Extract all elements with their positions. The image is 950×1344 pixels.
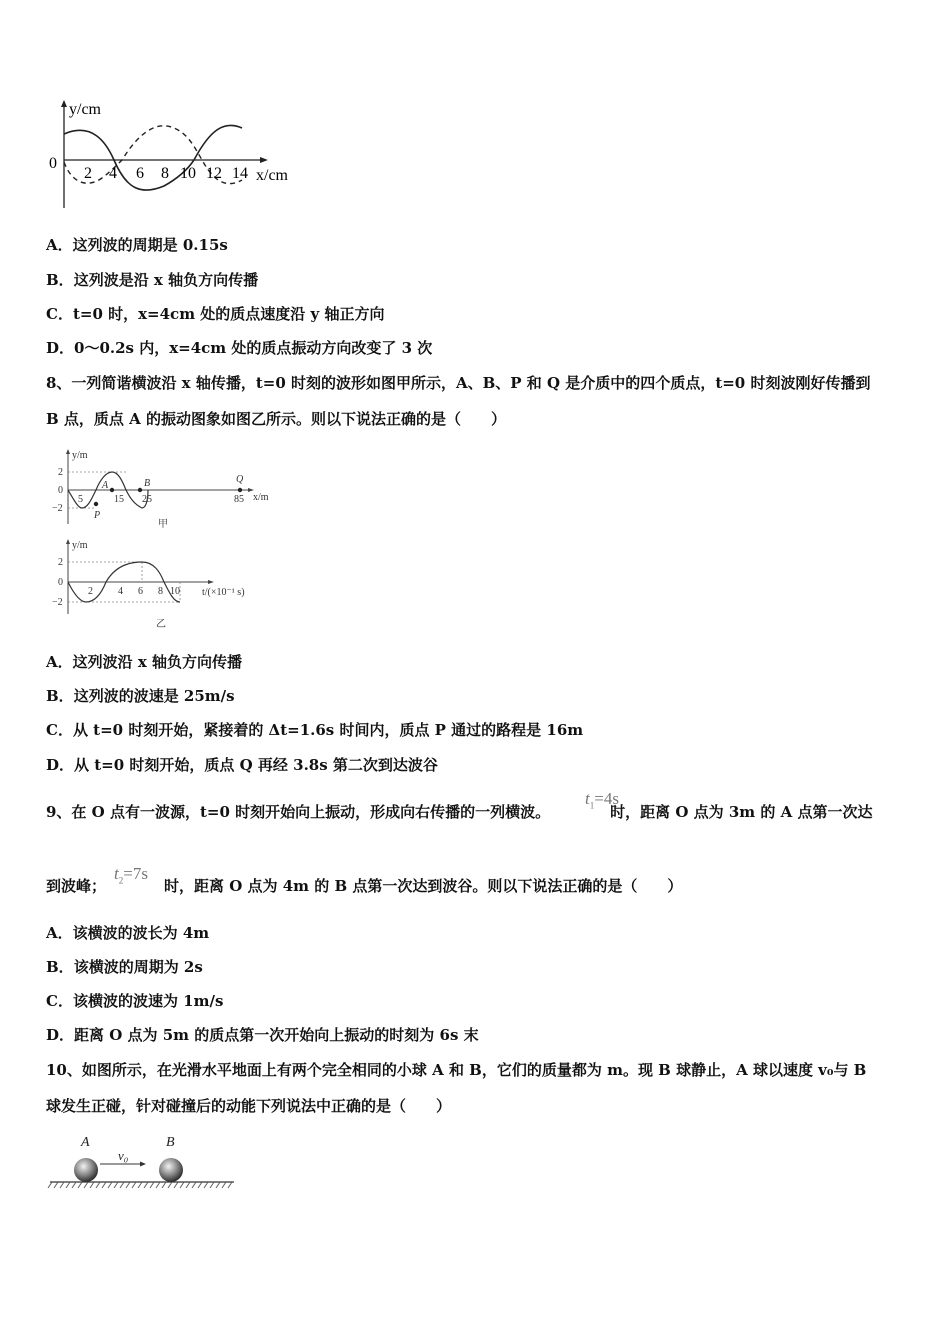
q10-label-a: A [81,1135,90,1150]
q10-ball-b [159,1158,183,1182]
q10-stem-line1: 10、如图所示，在光滑水平地面上有两个完全相同的小球 A 和 B，它们的质量都为 m。现 B 球静止，A 球以速度 v₀与 B [46,1061,867,1079]
q8-yi-x-label: t/(×10⁻¹ s) [202,587,245,598]
q10-ball-a [74,1158,98,1182]
q9-stem-c: 到波峰； [46,877,107,895]
q8-yi-x-tick-8: 8 [158,586,163,597]
q10-collision-figure [46,1130,246,1190]
q7-tick-4: 4 [109,165,117,182]
q7-option-b: B．这列波是沿 x 轴负方向传播 [46,271,259,289]
q8-jia-x-tick-85: 85 [234,494,244,505]
q8-yi-caption: 乙 [156,619,166,630]
q10-label-b: B [166,1135,175,1150]
q9-stem-line1 [46,802,872,822]
q8-jia-point-p: P [94,510,101,521]
q9-option-a: A．该横波的波长为 4m [46,924,210,942]
q8-jia-x-label: x/m [253,492,269,503]
q7-tick-10: 10 [180,165,196,182]
q9-option-c: C．该横波的波速为 1m/s [46,992,224,1010]
q8-jia-point-q: Q [236,474,244,485]
q8-jia-y-tick-0: 0 [58,485,63,496]
q7-x-label: x/cm [256,167,288,184]
q7-tick-2: 2 [84,165,92,182]
q8-jia-point-a: A [102,480,109,491]
q8-option-a: A．这列波沿 x 轴负方向传播 [46,653,243,671]
q8-jia-y-tick-neg2: −2 [52,503,63,514]
q8-jia-x-tick-5: 5 [78,494,83,505]
q8-jia-y-tick-2: 2 [58,467,63,478]
q8-figure-jia [50,448,290,533]
q7-tick-6: 6 [136,165,144,182]
q9-formula-t2: $t_2=7s$ [114,864,148,886]
q7-tick-14: 14 [232,165,248,182]
q8-figure-yi [50,538,290,633]
q9-formula-t1: $t_1=4s$ [585,789,619,811]
q9-option-d: D．距离 O 点为 5m 的质点第一次开始向上振动的时刻为 6s 末 [46,1026,479,1044]
q8-jia-x-tick-15: 15 [114,494,124,505]
q10-stem-line2: 球发生正碰，针对碰撞后的动能下列说法中正确的是（ ） [46,1097,452,1115]
q8-jia-y-label: y/m [72,450,88,461]
q9-stem-a: 9、在 O 点有一波源，t=0 时刻开始向上振动，形成向右传播的一列横波。 [46,803,551,821]
q10-label-v0: v₀ [118,1148,129,1163]
q8-yi-y-tick-0: 0 [58,577,63,588]
q7-tick-12: 12 [206,165,222,182]
q7-tick-8: 8 [161,165,169,182]
q8-yi-y-tick-2: 2 [58,557,63,568]
q8-yi-x-tick-10: 10 [170,586,180,597]
q8-yi-y-tick-neg2: −2 [52,597,63,608]
q7-origin-label: 0 [49,155,57,172]
q7-option-d: D．0～0.2s 内，x=4cm 处的质点振动方向改变了 3 次 [46,339,433,357]
q8-yi-y-label: y/m [72,540,88,551]
q8-yi-x-tick-6: 6 [138,586,143,597]
q9-option-b: B．该横波的周期为 2s [46,958,203,976]
q9-stem-d: 时，距离 O 点为 4m 的 B 点第一次达到波谷。则以下说法正确的是（ ） [164,877,683,895]
q8-option-c: C．从 t=0 时刻开始，紧接着的 Δt=1.6s 时间内，质点 P 通过的路程是 16m [46,721,584,739]
q9-stem-b: 时，距离 O 点为 3m 的 A 点第一次达 [610,803,873,821]
q8-stem-line2: B 点，质点 A 的振动图象如图乙所示。则以下说法正确的是（ ） [46,410,506,428]
q8-option-b: B．这列波的波速是 25m/s [46,687,235,705]
q7-option-a: A．这列波的周期是 0.15s [46,236,228,254]
q8-jia-caption: 甲 [158,519,168,530]
q8-stem-line1: 8、一列简谐横波沿 x 轴传播，t=0 时刻的波形如图甲所示，A、B、P 和 Q 是介质中的四个质点，t=0 时刻波刚好传播到 [46,374,871,392]
q8-option-d: D．从 t=0 时刻开始，质点 Q 再经 3.8s 第二次到达波谷 [46,756,438,774]
q8-yi-x-tick-2: 2 [88,586,93,597]
q8-yi-x-tick-4: 4 [118,586,123,597]
q8-jia-point-b: B [144,478,151,489]
q7-option-c: C．t=0 时，x=4cm 处的质点速度沿 y 轴正方向 [46,305,385,323]
q7-wave-graph [44,98,304,213]
q8-jia-x-tick-25: 25 [142,494,152,505]
q7-y-label: y/cm [69,101,101,118]
